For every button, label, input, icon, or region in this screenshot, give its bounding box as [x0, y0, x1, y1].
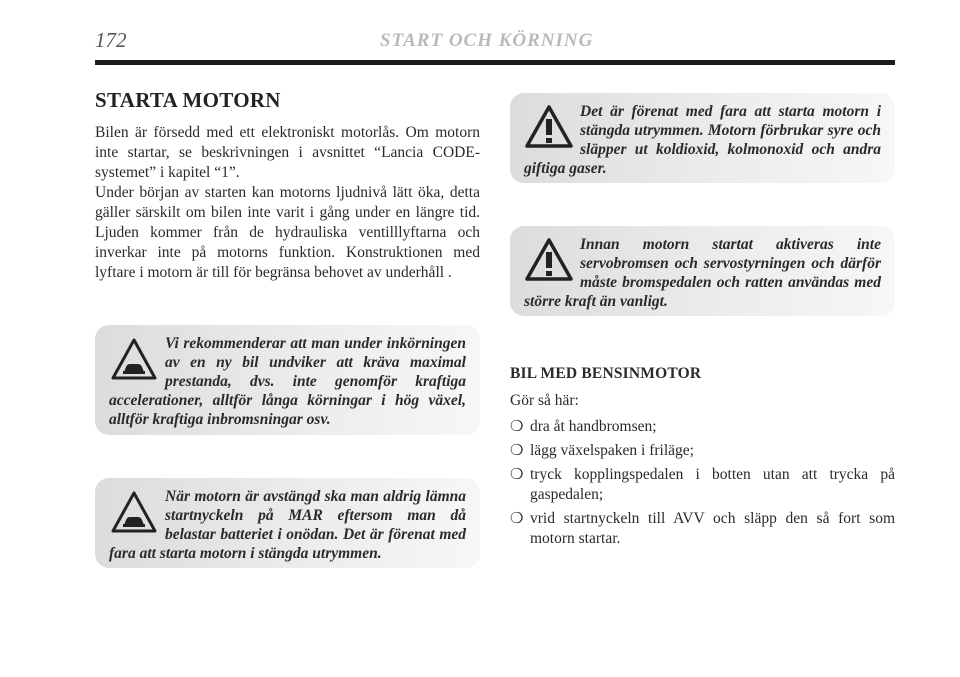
header-rule: [95, 60, 895, 65]
list-item: [510, 465, 895, 505]
circle-bullet-icon: ❍: [510, 419, 524, 435]
page-number: 172: [95, 28, 127, 52]
step-text: vrid startnyckeln till AVV och släpp den så fort som motorn startar.: [530, 510, 895, 547]
note-text-key: När motorn är avstängd ska man aldrig lämna startnyckeln på MAR eftersom man då belastar batteriet i onödan. Det är förenat med fara att starta motorn i stängda utrymmen.: [109, 488, 466, 562]
page-heading: STARTA MOTORN: [95, 88, 281, 112]
warning-box-gases: [510, 93, 895, 183]
list-item: [510, 509, 895, 549]
circle-bullet-icon: ❍: [510, 511, 524, 527]
instructions-intro: Gör så här:: [510, 392, 579, 409]
intro-paragraph: Bilen är försedd med ett elektroniskt motorlås. Om motorn inte startar, se beskrivningen i avsnittet “Lancia CODE-systemet” i kapitel “1”.: [95, 124, 480, 181]
car-triangle-icon: [109, 334, 159, 382]
section-title: START OCH KÖRNING: [380, 30, 594, 51]
left-column: [95, 88, 480, 283]
petrol-engine-heading: BIL MED BENSINMOTOR: [510, 365, 702, 382]
circle-bullet-icon: ❍: [510, 467, 524, 483]
note-text-break-in: Vi rekommenderar att man under inkörningen av en ny bil undviker att kräva maximal prestanda, dvs. inte genomför kraftiga accelerationer, alltför långa körningar i hög växel, alltför kraftiga inbromsningar osv.: [109, 335, 466, 428]
warning-text-gases: Det är förenat med fara att starta motorn i stängda utrymmen. Motorn förbrukar syre och släpper ut koldioxid, kolmonoxid och andra giftiga gaser.: [524, 103, 881, 177]
list-item: [510, 441, 895, 461]
step-text: lägg växelspaken i friläge;: [530, 442, 694, 459]
petrol-engine-section: [510, 365, 895, 553]
page-header: [95, 28, 895, 58]
step-text: dra åt handbromsen;: [530, 418, 657, 435]
note-box-break-in: [95, 325, 480, 435]
note-box-key: [95, 478, 480, 568]
circle-bullet-icon: ❍: [510, 443, 524, 459]
warning-triangle-icon: [524, 235, 574, 283]
warning-text-servo: Innan motorn startat aktiveras inte servobromsen och servostyrningen och därför måste bromspedalen och ratten användas med större kraft än vanligt.: [524, 236, 881, 310]
start-steps-list: [510, 417, 895, 549]
noise-paragraph: Under början av starten kan motorns ljudnivå lätt öka, detta gäller särskilt om bilen inte varit i gång under en längre tid. Ljuden kommer från de hydrauliska ventilllyftarna och inverkar inte på motorns funktion. Konstruktionen med lyftare i motorn är till för begränsa behovet av underhåll .: [95, 184, 480, 281]
step-text: tryck kopplingspedalen i botten utan att trycka på gaspedalen;: [530, 466, 895, 503]
warning-box-servo: [510, 226, 895, 316]
car-triangle-icon: [109, 487, 159, 535]
list-item: [510, 417, 895, 437]
warning-triangle-icon: [524, 102, 574, 150]
